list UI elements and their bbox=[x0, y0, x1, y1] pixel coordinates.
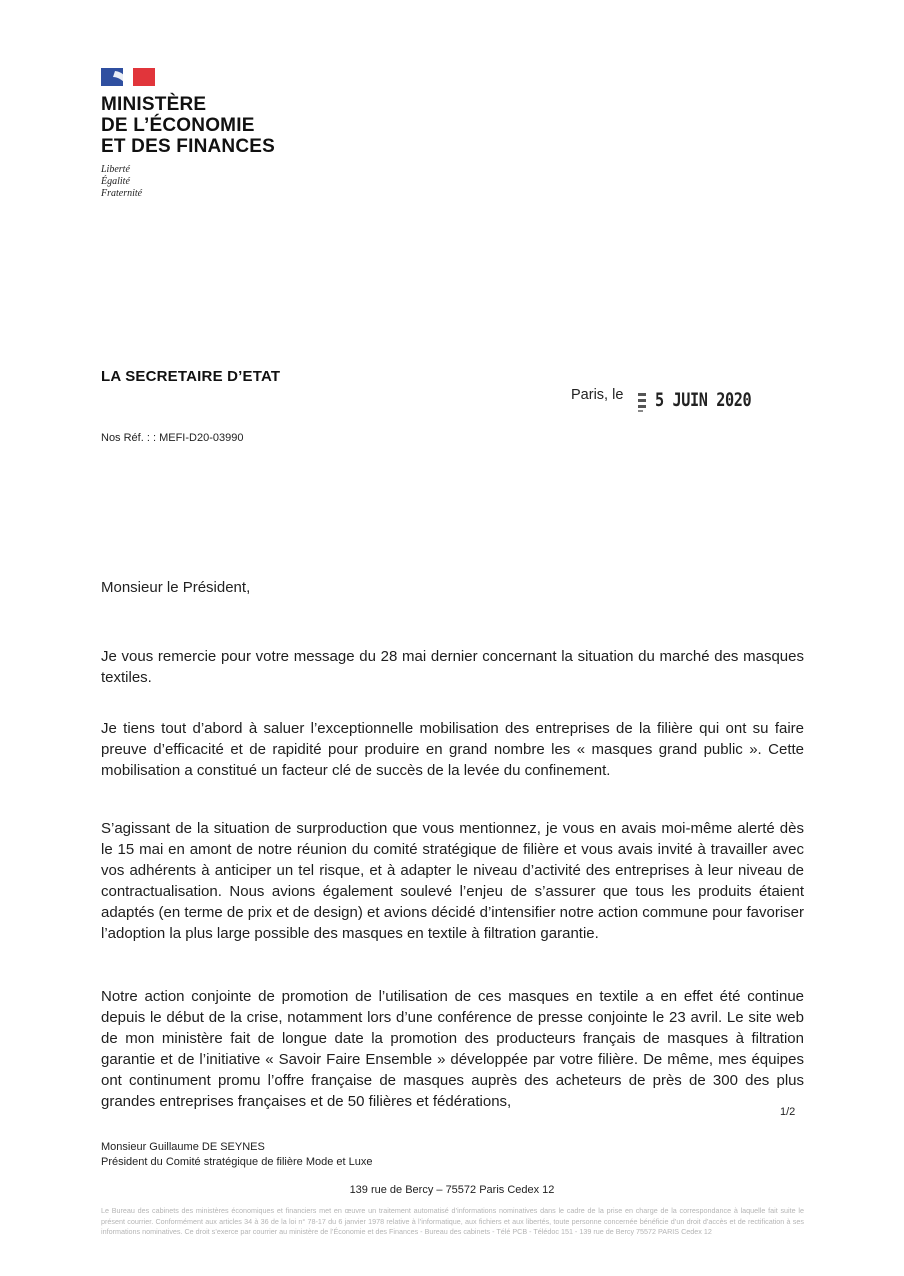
paragraph-3: S’agissant de la situation de surproduction que vous mentionnez, je vous en avais moi-même alerté dès le 15 mai en amont de notre réunion du comité stratégique de filière et vous avais invité à travailler avec vos adhérents à anticiper un tel risque, et à adapter le niveau d’activité des entreprises à leur niveau de contractualisation. Nous avions également soulevé l’enjeu de s’assurer que tous les produits étaient adaptés (en terme de prix et de design) et avions décidé d’intensifier notre action commune pour favoriser l’adoption la plus large possible des masques en textile à filtration garantie. bbox=[101, 820, 804, 942]
sender-title: LA SECRETAIRE D’ETAT bbox=[101, 368, 281, 385]
marianne-flag-logo bbox=[101, 68, 155, 86]
addressee-title: Président du Comité stratégique de filière Mode et Luxe bbox=[101, 1156, 373, 1168]
date-stamp-mark bbox=[637, 391, 647, 413]
ministry-line-2: DE L’ÉCONOMIE bbox=[101, 115, 255, 136]
privacy-notice: Le Bureau des cabinets des ministères économiques et financiers met en œuvre un traitement automatisé d’informations nominatives dans le cadre de la prise en charge de la correspondance à laquelle fait suite le présent courrier. Conformément aux articles 34 à 36 de la loi n° 78-17 du 6 janvier 1978 relative à l’informatique, aux fichiers et aux libertés, toute personne concernée bénéficie d’un droit d’accès et de rectification à ses informations nominatives. Ce droit s’exerce par courrier au ministère de l’Économie et des Finances - Bureau des cabinets - Télé PCB - Télédoc 151 - 139 rue de Bercy 75572 PARIS Cedex 12 bbox=[101, 1206, 804, 1236]
date-place: Paris, le bbox=[571, 387, 624, 403]
motto-liberte: Liberté bbox=[101, 164, 130, 175]
paragraph-4: Notre action conjointe de promotion de l’utilisation de ces masques en textile a en effet été continue depuis le début de la crise, notamment lors d’une conférence de presse conjointe le 23 avril. Le site web de mon ministère fait de longue date la promotion des producteurs français de masques à filtration garantie et de l’initiative « Savoir Faire Ensemble » développée par votre filière. De même, mes équipes ont continument promu l’offre française de masques auprès des acheteurs de près de 300 des plus grandes entreprises françaises et de 50 filières et fédérations, bbox=[101, 988, 804, 1110]
republic-motto bbox=[101, 164, 142, 200]
addressee-name: Monsieur Guillaume DE SEYNES bbox=[101, 1141, 265, 1153]
motto-egalite: Égalité bbox=[101, 176, 130, 187]
paragraph-1: Je vous remercie pour votre message du 28 mai dernier concernant la situation du marché des masques textiles. bbox=[101, 648, 804, 686]
date-stamp: 5 JUIN 2020 bbox=[655, 389, 752, 411]
reference-number: Nos Réf. : : MEFI-D20-03990 bbox=[101, 432, 244, 444]
addressee-block bbox=[101, 1140, 373, 1170]
ministry-line-1: MINISTÈRE bbox=[101, 94, 207, 115]
ministry-address: 139 rue de Bercy – 75572 Paris Cedex 12 bbox=[349, 1184, 555, 1196]
ministry-line-3: ET DES FINANCES bbox=[101, 136, 276, 157]
page-number: 1/2 bbox=[780, 1106, 796, 1118]
motto-fraternite: Fraternité bbox=[101, 188, 143, 199]
paragraph-2: Je tiens tout d’abord à saluer l’exceptionnelle mobilisation des entreprises de la filière qui ont su faire preuve d’efficacité et de rapidité pour produire en grand nombre les « masques grand public ». Cette mobilisation a constitué un facteur clé de succès de la levée du confinement. bbox=[101, 720, 804, 779]
salutation: Monsieur le Président, bbox=[101, 579, 251, 596]
ministry-name bbox=[101, 94, 275, 157]
